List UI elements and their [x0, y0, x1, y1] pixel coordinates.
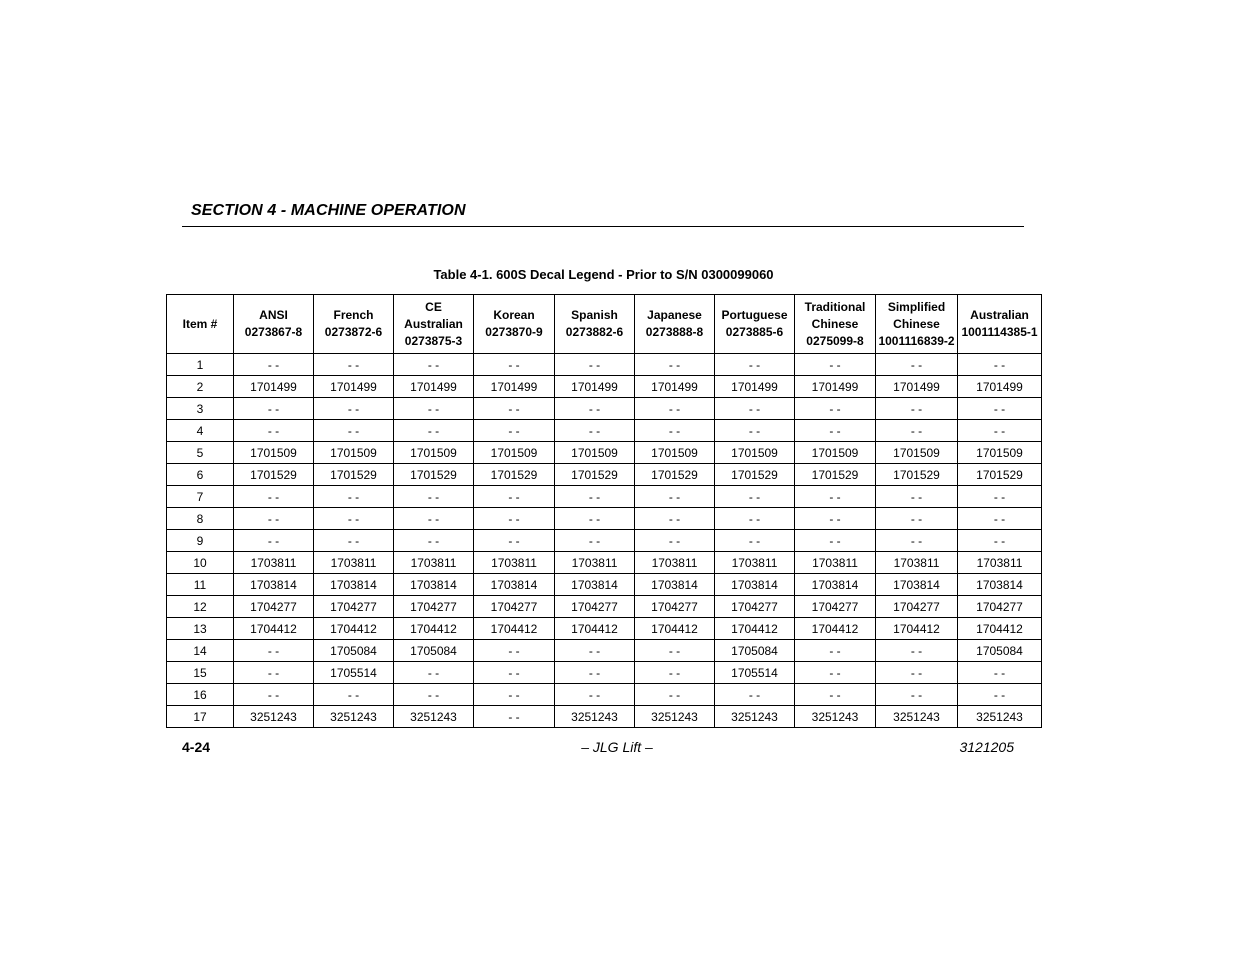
decal-part-cell: 1703811 [234, 552, 314, 574]
decal-part-cell: 1704412 [314, 618, 394, 640]
item-number-cell: 15 [167, 662, 234, 684]
decal-part-cell: 1704277 [715, 596, 795, 618]
section-divider [182, 226, 1024, 227]
table-row [167, 376, 1042, 398]
decal-part-cell: - - [715, 420, 795, 442]
decal-part-cell: 1703814 [958, 574, 1042, 596]
decal-part-cell: - - [958, 662, 1042, 684]
decal-part-cell: 1703814 [314, 574, 394, 596]
decal-part-cell: - - [715, 684, 795, 706]
table-row [167, 398, 1042, 420]
decal-part-cell: 3251243 [555, 706, 635, 728]
decal-part-cell: - - [474, 486, 555, 508]
decal-part-cell: 3251243 [394, 706, 474, 728]
decal-part-cell: - - [234, 640, 314, 662]
decal-part-cell: - - [795, 420, 876, 442]
column-header-line: 0273888-8 [645, 325, 704, 339]
column-header-line: 0273872-6 [324, 325, 383, 339]
decal-part-cell: - - [635, 508, 715, 530]
decal-part-cell: - - [555, 486, 635, 508]
decal-part-cell: 1701509 [394, 442, 474, 464]
decal-part-cell: - - [314, 486, 394, 508]
decal-part-cell: 1703814 [474, 574, 555, 596]
page-number: 4-24 [182, 739, 211, 755]
item-number-cell: 14 [167, 640, 234, 662]
decal-part-cell: - - [635, 398, 715, 420]
decal-part-cell: - - [234, 684, 314, 706]
decal-part-cell: 1701529 [314, 464, 394, 486]
table-row [167, 552, 1042, 574]
decal-part-cell: - - [474, 640, 555, 662]
decal-part-cell: 1704412 [474, 618, 555, 640]
column-header [474, 295, 555, 354]
decal-part-cell: - - [635, 354, 715, 376]
table-body [167, 354, 1042, 728]
decal-part-cell: - - [715, 398, 795, 420]
item-number-cell: 8 [167, 508, 234, 530]
decal-part-cell: - - [795, 508, 876, 530]
decal-part-cell: 1704277 [555, 596, 635, 618]
table-row [167, 706, 1042, 728]
decal-part-cell: 1704412 [234, 618, 314, 640]
decal-part-cell: - - [555, 398, 635, 420]
footer-publisher: – JLG Lift – [581, 739, 653, 755]
decal-part-cell: - - [635, 662, 715, 684]
column-header-line: 1001116839-2 [878, 333, 955, 348]
column-header [795, 295, 876, 354]
decal-part-cell: 3251243 [234, 706, 314, 728]
decal-part-cell: 1704277 [234, 596, 314, 618]
item-number-cell: 5 [167, 442, 234, 464]
column-header [555, 295, 635, 354]
decal-part-cell: 1705514 [314, 662, 394, 684]
table-row [167, 508, 1042, 530]
decal-part-cell: 1701529 [474, 464, 555, 486]
item-number-cell: 7 [167, 486, 234, 508]
decal-part-cell: - - [635, 640, 715, 662]
table-caption: Table 4-1. 600S Decal Legend - Prior to S/N 0300099060 [433, 267, 774, 282]
decal-part-cell: - - [795, 486, 876, 508]
item-number-cell: 3 [167, 398, 234, 420]
column-header [314, 295, 394, 354]
item-number-cell: 13 [167, 618, 234, 640]
item-number-cell: 1 [167, 354, 234, 376]
column-header-line: Australian [404, 316, 463, 331]
decal-part-cell: 1705084 [314, 640, 394, 662]
column-header-line: 0273882-6 [565, 325, 624, 339]
column-header-line: Simplified [887, 299, 946, 314]
column-header [876, 295, 958, 354]
decal-part-cell: - - [876, 420, 958, 442]
table-row [167, 640, 1042, 662]
decal-part-cell: 1704412 [715, 618, 795, 640]
decal-part-cell: 3251243 [314, 706, 394, 728]
decal-part-cell: - - [635, 486, 715, 508]
decal-part-cell: - - [635, 684, 715, 706]
decal-part-cell: - - [314, 530, 394, 552]
decal-part-cell: - - [474, 508, 555, 530]
decal-part-cell: - - [234, 354, 314, 376]
column-header [167, 295, 234, 354]
table-row [167, 662, 1042, 684]
decal-part-cell: 1704412 [635, 618, 715, 640]
decal-part-cell: 1701509 [314, 442, 394, 464]
decal-part-cell: - - [234, 420, 314, 442]
column-header-line: Chinese [811, 316, 859, 331]
item-number-cell: 12 [167, 596, 234, 618]
column-header-line: Item # [182, 316, 218, 331]
decal-part-cell: 1701529 [394, 464, 474, 486]
decal-part-cell: 1703811 [876, 552, 958, 574]
decal-part-cell: 1701529 [795, 464, 876, 486]
item-number-cell: 16 [167, 684, 234, 706]
decal-part-cell: 1701529 [555, 464, 635, 486]
decal-part-cell: 1701499 [234, 376, 314, 398]
decal-part-cell: - - [555, 420, 635, 442]
decal-part-cell: 1701529 [715, 464, 795, 486]
decal-part-cell: - - [394, 486, 474, 508]
decal-part-cell: 3251243 [876, 706, 958, 728]
decal-part-cell: - - [876, 662, 958, 684]
decal-part-cell: 1701499 [394, 376, 474, 398]
column-header-line: 0273885-6 [725, 325, 784, 339]
decal-part-cell: 1701529 [876, 464, 958, 486]
document-number: 3121205 [959, 739, 1014, 755]
column-header-line: Korean [493, 308, 535, 322]
decal-part-cell: - - [234, 486, 314, 508]
decal-part-cell: - - [555, 530, 635, 552]
column-header-line: Spanish [571, 308, 618, 322]
decal-part-cell: 1705514 [715, 662, 795, 684]
decal-part-cell: - - [715, 486, 795, 508]
decal-part-cell: - - [958, 486, 1042, 508]
item-number-cell: 10 [167, 552, 234, 574]
table-row [167, 684, 1042, 706]
decal-part-cell: 1701499 [715, 376, 795, 398]
item-number-cell: 4 [167, 420, 234, 442]
decal-part-cell: 1704277 [958, 596, 1042, 618]
decal-part-cell: - - [876, 398, 958, 420]
table-row [167, 574, 1042, 596]
decal-part-cell: 1704412 [555, 618, 635, 640]
column-header-line: Australian [970, 308, 1029, 322]
column-header [234, 295, 314, 354]
decal-part-cell: - - [474, 420, 555, 442]
decal-part-cell: 1703814 [715, 574, 795, 596]
decal-part-cell: - - [795, 640, 876, 662]
decal-part-cell: 1704277 [635, 596, 715, 618]
column-header-line: 0273867-8 [244, 325, 303, 339]
decal-part-cell: - - [795, 354, 876, 376]
column-header-line: Traditional [804, 299, 866, 314]
decal-part-cell: 1704277 [876, 596, 958, 618]
decal-part-cell: - - [555, 508, 635, 530]
decal-part-cell: 1701529 [958, 464, 1042, 486]
decal-part-cell: - - [876, 530, 958, 552]
decal-part-cell: 1703811 [555, 552, 635, 574]
item-number-cell: 6 [167, 464, 234, 486]
decal-part-cell: 1701509 [795, 442, 876, 464]
decal-part-cell: - - [958, 420, 1042, 442]
decal-part-cell: - - [635, 420, 715, 442]
decal-part-cell: - - [555, 684, 635, 706]
column-header-line: 0273875-3 [404, 333, 463, 348]
decal-part-cell: - - [474, 662, 555, 684]
decal-part-cell: 1701499 [635, 376, 715, 398]
item-number-cell: 17 [167, 706, 234, 728]
decal-part-cell: 1701509 [635, 442, 715, 464]
decal-part-cell: 1703811 [394, 552, 474, 574]
decal-part-cell: 1703814 [795, 574, 876, 596]
table-row [167, 618, 1042, 640]
decal-part-cell: - - [876, 354, 958, 376]
column-header-line: CE [425, 299, 442, 314]
decal-part-cell: - - [314, 684, 394, 706]
decal-part-cell: 1704277 [314, 596, 394, 618]
decal-part-cell: 3251243 [795, 706, 876, 728]
table-header-row [167, 295, 1042, 354]
decal-part-cell: 1703811 [795, 552, 876, 574]
decal-part-cell: 1703811 [474, 552, 555, 574]
decal-part-cell: - - [314, 508, 394, 530]
decal-part-cell: - - [715, 530, 795, 552]
decal-part-cell: 1704277 [474, 596, 555, 618]
decal-part-cell: 1701509 [876, 442, 958, 464]
decal-part-cell: 1703811 [958, 552, 1042, 574]
decal-part-cell: - - [876, 684, 958, 706]
decal-legend-table [166, 294, 1042, 728]
column-header [394, 295, 474, 354]
decal-part-cell: 1701509 [715, 442, 795, 464]
decal-part-cell: 1703814 [555, 574, 635, 596]
decal-part-cell: - - [394, 508, 474, 530]
decal-part-cell: 1701509 [234, 442, 314, 464]
column-header-line: French [333, 308, 374, 322]
decal-part-cell: - - [715, 508, 795, 530]
decal-part-cell: 1704277 [795, 596, 876, 618]
item-number-cell: 11 [167, 574, 234, 596]
decal-part-cell: - - [474, 684, 555, 706]
table-row [167, 596, 1042, 618]
decal-part-cell: 1701509 [958, 442, 1042, 464]
decal-part-cell: 1701499 [555, 376, 635, 398]
item-number-cell: 2 [167, 376, 234, 398]
decal-part-cell: - - [958, 508, 1042, 530]
decal-part-cell: - - [876, 508, 958, 530]
decal-part-cell: - - [394, 662, 474, 684]
column-header [635, 295, 715, 354]
decal-part-cell: 1703814 [635, 574, 715, 596]
table-row [167, 486, 1042, 508]
decal-part-cell: 1701499 [958, 376, 1042, 398]
decal-part-cell: - - [555, 662, 635, 684]
decal-part-cell: 3251243 [958, 706, 1042, 728]
decal-part-cell: 1705084 [715, 640, 795, 662]
decal-part-cell: - - [715, 354, 795, 376]
decal-part-cell: - - [958, 684, 1042, 706]
column-header-line: Portuguese [721, 308, 788, 322]
decal-part-cell: - - [234, 662, 314, 684]
table-row [167, 530, 1042, 552]
decal-part-cell: 1701509 [555, 442, 635, 464]
decal-part-cell: 1703814 [234, 574, 314, 596]
decal-part-cell: - - [876, 640, 958, 662]
table-row [167, 354, 1042, 376]
decal-part-cell: - - [795, 530, 876, 552]
decal-part-cell: - - [474, 530, 555, 552]
decal-part-cell: 1701499 [876, 376, 958, 398]
decal-part-cell: - - [314, 398, 394, 420]
column-header-line: Chinese [893, 316, 940, 331]
decal-part-cell: - - [474, 398, 555, 420]
decal-part-cell: 1704412 [958, 618, 1042, 640]
decal-part-cell: - - [234, 508, 314, 530]
decal-part-cell: 1701529 [635, 464, 715, 486]
decal-part-cell: 1701529 [234, 464, 314, 486]
decal-part-cell: - - [394, 684, 474, 706]
decal-part-cell: - - [958, 398, 1042, 420]
column-header [715, 295, 795, 354]
decal-part-cell: 1703814 [876, 574, 958, 596]
decal-part-cell: 1704412 [394, 618, 474, 640]
column-header-line: Japanese [647, 308, 702, 322]
decal-part-cell: 1701499 [474, 376, 555, 398]
decal-part-cell: - - [795, 684, 876, 706]
decal-part-cell: - - [555, 354, 635, 376]
table-row [167, 442, 1042, 464]
decal-part-cell: 1704412 [876, 618, 958, 640]
decal-part-cell: - - [394, 354, 474, 376]
decal-part-cell: 3251243 [715, 706, 795, 728]
decal-part-cell: 1704277 [394, 596, 474, 618]
decal-part-cell: - - [474, 354, 555, 376]
decal-part-cell: - - [234, 530, 314, 552]
decal-part-cell: 1704412 [795, 618, 876, 640]
decal-part-cell: 1703811 [715, 552, 795, 574]
decal-part-cell: - - [876, 486, 958, 508]
decal-part-cell: 1701499 [314, 376, 394, 398]
decal-part-cell: - - [314, 354, 394, 376]
decal-part-cell: - - [394, 530, 474, 552]
decal-part-cell: - - [958, 530, 1042, 552]
decal-part-cell: 1705084 [394, 640, 474, 662]
column-header-line: 0275099-8 [806, 333, 864, 348]
item-number-cell: 9 [167, 530, 234, 552]
decal-part-cell: - - [555, 640, 635, 662]
decal-part-cell: - - [958, 354, 1042, 376]
decal-part-cell: 1701509 [474, 442, 555, 464]
decal-part-cell: - - [394, 420, 474, 442]
column-header-line: ANSI [259, 308, 288, 322]
decal-part-cell: 1703811 [635, 552, 715, 574]
decal-part-cell: - - [795, 662, 876, 684]
decal-part-cell: 1703811 [314, 552, 394, 574]
decal-part-cell: 3251243 [635, 706, 715, 728]
column-header-line: 0273870-9 [485, 325, 543, 339]
decal-part-cell: - - [394, 398, 474, 420]
decal-part-cell: - - [474, 706, 555, 728]
decal-part-cell: 1701499 [795, 376, 876, 398]
column-header-line: 1001114385-1 [961, 325, 1038, 339]
section-title: SECTION 4 - MACHINE OPERATION [191, 202, 466, 219]
decal-part-cell: 1705084 [958, 640, 1042, 662]
table-row [167, 420, 1042, 442]
decal-part-cell: 1703814 [394, 574, 474, 596]
column-header [958, 295, 1042, 354]
decal-part-cell: - - [234, 398, 314, 420]
decal-part-cell: - - [795, 398, 876, 420]
decal-part-cell: - - [635, 530, 715, 552]
decal-part-cell: - - [314, 420, 394, 442]
table-row [167, 464, 1042, 486]
